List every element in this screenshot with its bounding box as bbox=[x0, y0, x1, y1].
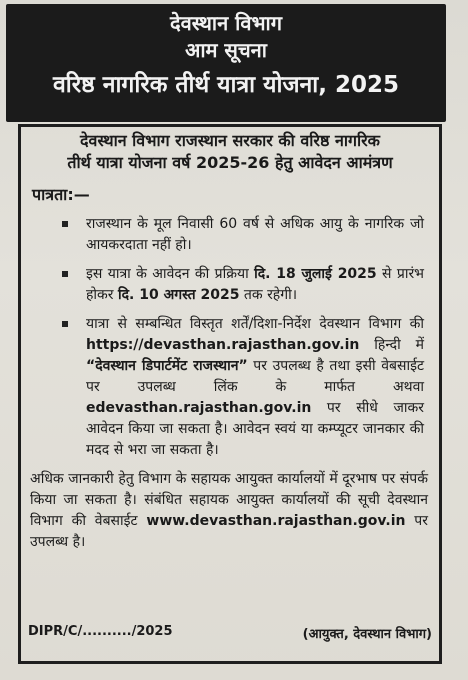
bullet-icon bbox=[62, 321, 68, 327]
bullet-3-mid1: हिन्दी में bbox=[359, 337, 424, 353]
list-item bbox=[28, 314, 432, 461]
list-item bbox=[28, 214, 432, 256]
app-name: “देवस्थान डिपार्टमेंट राजस्थान” bbox=[86, 358, 248, 374]
notice-heading-line2: तीर्थ यात्रा योजना वर्ष 2025-26 हेतु आवेदन आमंत्रण bbox=[67, 153, 393, 172]
bullet-2-pre: इस यात्रा के आवेदन की प्रक्रिया bbox=[86, 266, 255, 282]
list-item bbox=[28, 264, 432, 306]
bullet-3-post: पर सीधे जाकर आवेदन किया जा सकता है। आवेदन स्वयं या कम्प्यूटर जानकार की मदद से भरा जा सकता है। bbox=[86, 400, 424, 458]
start-date: दि. 18 जुलाई 2025 bbox=[254, 266, 377, 282]
notice-header bbox=[6, 4, 446, 122]
bullet-icon bbox=[62, 271, 68, 277]
public-notice-title: आम सूचना bbox=[185, 38, 267, 62]
bullet-2-mid: से प्रारंभ होकर bbox=[86, 266, 425, 303]
contact-info bbox=[28, 469, 432, 553]
reference-number: DIPR/C/........../2025 bbox=[28, 624, 173, 639]
footer-website-link[interactable]: www.devasthan.rajasthan.gov.in bbox=[146, 513, 406, 529]
end-date: दि. 10 अगस्त 2025 bbox=[118, 287, 240, 303]
bullet-3-mid2: पर उपलब्ध है तथा इसी वेबसाईट पर उपलब्ध लिंक के मार्फत अथवा bbox=[86, 358, 424, 395]
bullet-icon bbox=[62, 221, 68, 227]
contact-info-pre: अधिक जानकारी हेतु विभाग के सहायक आयुक्त कार्यालयों में दूरभाष पर संपर्क किया जा सकता है। संबंधित सहायक आयुक्त कार्यालयों की सूची देवस्थान विभाग की वेबसाईट bbox=[30, 471, 428, 529]
eligibility-label: पात्रता:— bbox=[32, 185, 90, 204]
signatory: (आयुक्त, देवस्थान विभाग) bbox=[302, 627, 432, 642]
bullet-text-1: राजस्थान के मूल निवासी 60 वर्ष से अधिक आयु के नागरिक जो आयकरदाता नहीं हो। bbox=[86, 216, 424, 253]
notice-footer bbox=[28, 624, 432, 642]
contact-info-post: पर उपलब्ध है। bbox=[30, 513, 428, 550]
edevasthan-link[interactable]: edevasthan.rajasthan.gov.in bbox=[86, 400, 312, 416]
notice-heading bbox=[28, 130, 432, 174]
department-title: देवस्थान विभाग bbox=[170, 11, 282, 35]
notice-body bbox=[18, 124, 442, 664]
devasthan-website-link[interactable]: https://devasthan.rajasthan.gov.in bbox=[86, 337, 360, 353]
scheme-title: वरिष्ठ नागरिक तीर्थ यात्रा योजना, 2025 bbox=[53, 72, 399, 98]
notice-heading-line1: देवस्थान विभाग राजस्थान सरकार की वरिष्ठ नागरिक bbox=[80, 131, 380, 150]
eligibility-list bbox=[28, 214, 432, 461]
bullet-2-post: तक रहेगी। bbox=[239, 287, 298, 303]
bullet-3-pre: यात्रा से सम्बन्धित विस्तृत शर्तें/दिशा-निर्देश देवस्थान विभाग की bbox=[86, 316, 424, 332]
